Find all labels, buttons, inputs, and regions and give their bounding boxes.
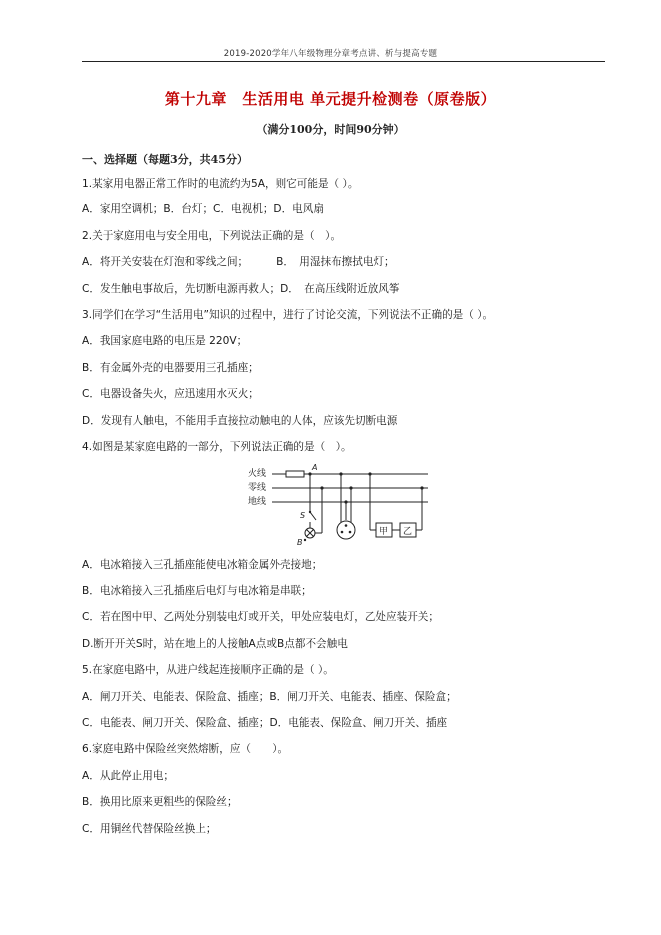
question-1-stem: 1.某家用电器正常工作时的电流约为5A，则它可能是（ ）。 [82,178,359,190]
junction-socket-live [339,472,342,475]
question-4-stem: 4.如图是某家庭电路的一部分，下列说法正确的是（ ）。 [82,441,352,453]
junction-lamp-neutral [320,486,323,489]
question-1-options: A．家用空调机；B．台灯；C．电视机；D．电风扇 [82,203,324,215]
question-4-option-c: C．若在图中甲、乙两处分别装电灯或开关，甲处应装电灯，乙处应装开关； [82,611,439,623]
question-6-option-b: B．换用比原来更粗些的保险丝； [82,796,238,808]
junction-box-live [368,472,371,475]
socket-symbol [337,521,355,539]
socket-pin-top [345,524,348,527]
question-2-options-cd: C．发生触电事故后，先切断电源再救人；D． 在高压线附近放风筝 [82,283,400,295]
question-2-option-a: A．将开关安装在灯泡和零线之间； [82,256,249,268]
question-3-option-a: A．我国家庭电路的电压是 220V； [82,335,248,347]
neutral-wire-label: 零线 [248,483,267,493]
section-heading: 一、选择题（每题3分，共45分） [82,153,248,166]
question-3-option-c: C．电器设备失火，应迅速用水灭火； [82,388,259,400]
question-3-option-d: D．发现有人触电，不能用手直接拉动触电的人体，应该先切断电源 [82,415,398,427]
circuit-diagram [246,462,432,546]
switch-pivot [309,511,311,513]
junction-box-neutral [420,486,423,489]
question-2-option-b: B． 用湿抹布擦拭电灯； [276,256,395,268]
page-title: 第十九章 生活用电 单元提升检测卷（原卷版） [164,90,497,108]
question-5-options-cd: C．电能表、闸刀开关、保险盒、插座；D．电能表、保险盒、闸刀开关、插座 [82,717,448,729]
question-2-stem: 2.关于家庭用电与安全用电，下列说法正确的是（ ）。 [82,230,342,242]
question-5-options-ab: A．闸刀开关、电能表、保险盒、插座；B．闸刀开关、电能表、插座、保险盒； [82,691,457,703]
question-6-stem: 6.家庭电路中保险丝突然熔断，应（ ）。 [82,743,289,755]
page-subtitle: （满分100分，时间90分钟） [256,123,405,136]
point-a-label: A [312,463,318,472]
question-5-stem: 5.在家庭电路中，从进户线起连接顺序正确的是（ ）。 [82,664,334,676]
question-3-option-b: B．有金属外壳的电器要用三孔插座； [82,362,259,374]
junction-b [304,539,306,541]
question-4-option-d: D.断开开关S时，站在地上的人接触A点或B点都不会触电 [82,638,348,650]
switch-label: S [300,511,306,520]
socket-pin-left [341,531,344,534]
point-b-label: B [297,538,303,546]
live-wire-label: 火线 [248,469,267,479]
question-6-option-a: A．从此停止用电； [82,770,174,782]
question-6-option-c: C．用铜丝代替保险丝换上； [82,823,217,835]
switch-blade [310,512,316,520]
box-yi-label: 乙 [403,527,413,537]
junction-socket-neutral [349,486,352,489]
header-rule [82,61,605,62]
socket-pin-right [349,531,352,534]
box-jia-label: 甲 [379,527,389,537]
fuse-symbol [286,471,304,477]
question-4-option-a: A．电冰箱接入三孔插座能使电冰箱金属外壳接地； [82,559,323,571]
question-3-stem: 3.同学们在学习“生活用电”知识的过程中，进行了讨论交流，下列说法不正确的是（ ）。 [82,309,494,321]
question-4-option-b: B．电冰箱接入三孔插座后电灯与电冰箱是串联； [82,585,312,597]
ground-wire-label: 地线 [248,497,267,507]
question-2-options-ab [82,254,395,269]
page-header: 2019-2020学年八年级物理分章考点讲、析与提高专题 [223,49,438,59]
junction-socket-ground [344,500,347,503]
